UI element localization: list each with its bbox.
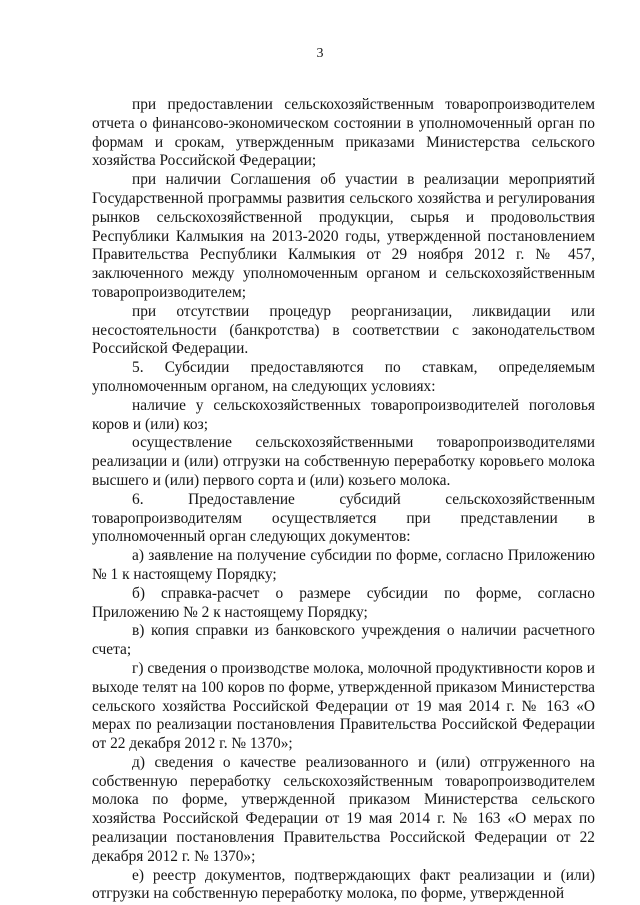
paragraph-agreement-condition: при наличии Соглашения об участии в реализации мероприятий Государственной программы развития сельского хозяйства и регулирования рынков сельскохозяйственной продукции, сырья и продовольствия Республики Калмыкия на 2013-2020 годы, утвержденной постановлением Правительства Республики Калмыкия от 29 ноября 2012 г. № 457, заключенного между уполномоченным органом и сельскохозяйственным товаропроизводителем;: [92, 171, 595, 301]
list-item-d: д) сведения о качестве реализованного и (или) отгруженного на собственную переработку сельскохозяйственным товаропроизводителем молока по форме, утвержденной приказом Министерства сельского хозяйства Российской Федерации от 19 мая 2014 г. № 163 «О мерах по реализации постановления Правительства Российской Федерации от 22 декабря 2012 г. № 1370»;: [92, 753, 595, 865]
list-item-v: в) копия справки из банковского учреждения о наличии расчетного счета;: [92, 622, 595, 659]
list-item-b: б) справка-расчет о размере субсидии по форме, согласно Приложению № 2 к настоящему Порядку;: [92, 584, 595, 621]
list-item-a: а) заявление на получение субсидии по форме, согласно Приложению № 1 к настоящему Порядку;: [92, 547, 595, 583]
paragraph-report-condition: при предоставлении сельскохозяйственным товаропроизводителем отчета о финансово-экономическом состоянии в уполномоченный орган по формам и срокам, утвержденным приказами Министерства сельского хозяйства Российской Федерации;: [92, 96, 595, 170]
paragraph-livestock-condition: наличие у сельскохозяйственных товаропроизводителей поголовья коров и (или) коз;: [92, 396, 595, 433]
paragraph-item-5: 5. Субсидии предоставляются по ставкам, определяемым уполномоченным органом, на следующих условиях:: [92, 359, 595, 395]
paragraph-no-bankruptcy-condition: при отсутствии процедур реорганизации, ликвидации или несостоятельности (банкротства) в соответствии с законодательством Российской Федерации.: [92, 302, 595, 358]
document-body: [92, 96, 595, 904]
list-item-e: е) реестр документов, подтверждающих факт реализации и (или) отгрузки на собственную переработку молока, по форме, утвержденной: [92, 866, 595, 903]
list-item-g: г) сведения о производстве молока, молочной продуктивности коров и выходе телят на 100 коров по форме, утвержденной приказом Министерства сельского хозяйства Российской Федерации от 19 мая 2014 г. № 163 «О мерах по реализации постановления Правительства Российской Федерации от 22 декабря 2012 г. № 1370»;: [92, 659, 595, 753]
paragraph-item-6: 6. Предоставление субсидий сельскохозяйственным товаропроизводителям осуществляется при представлении в уполномоченный орган следующих документов:: [92, 490, 595, 546]
page-number: 3: [316, 46, 324, 61]
paragraph-milk-sale-condition: осуществление сельскохозяйственными товаропроизводителями реализации и (или) отгрузки на собственную переработку коровьего молока высшего и (или) первого сорта и (или) козьего молока.: [92, 434, 595, 489]
